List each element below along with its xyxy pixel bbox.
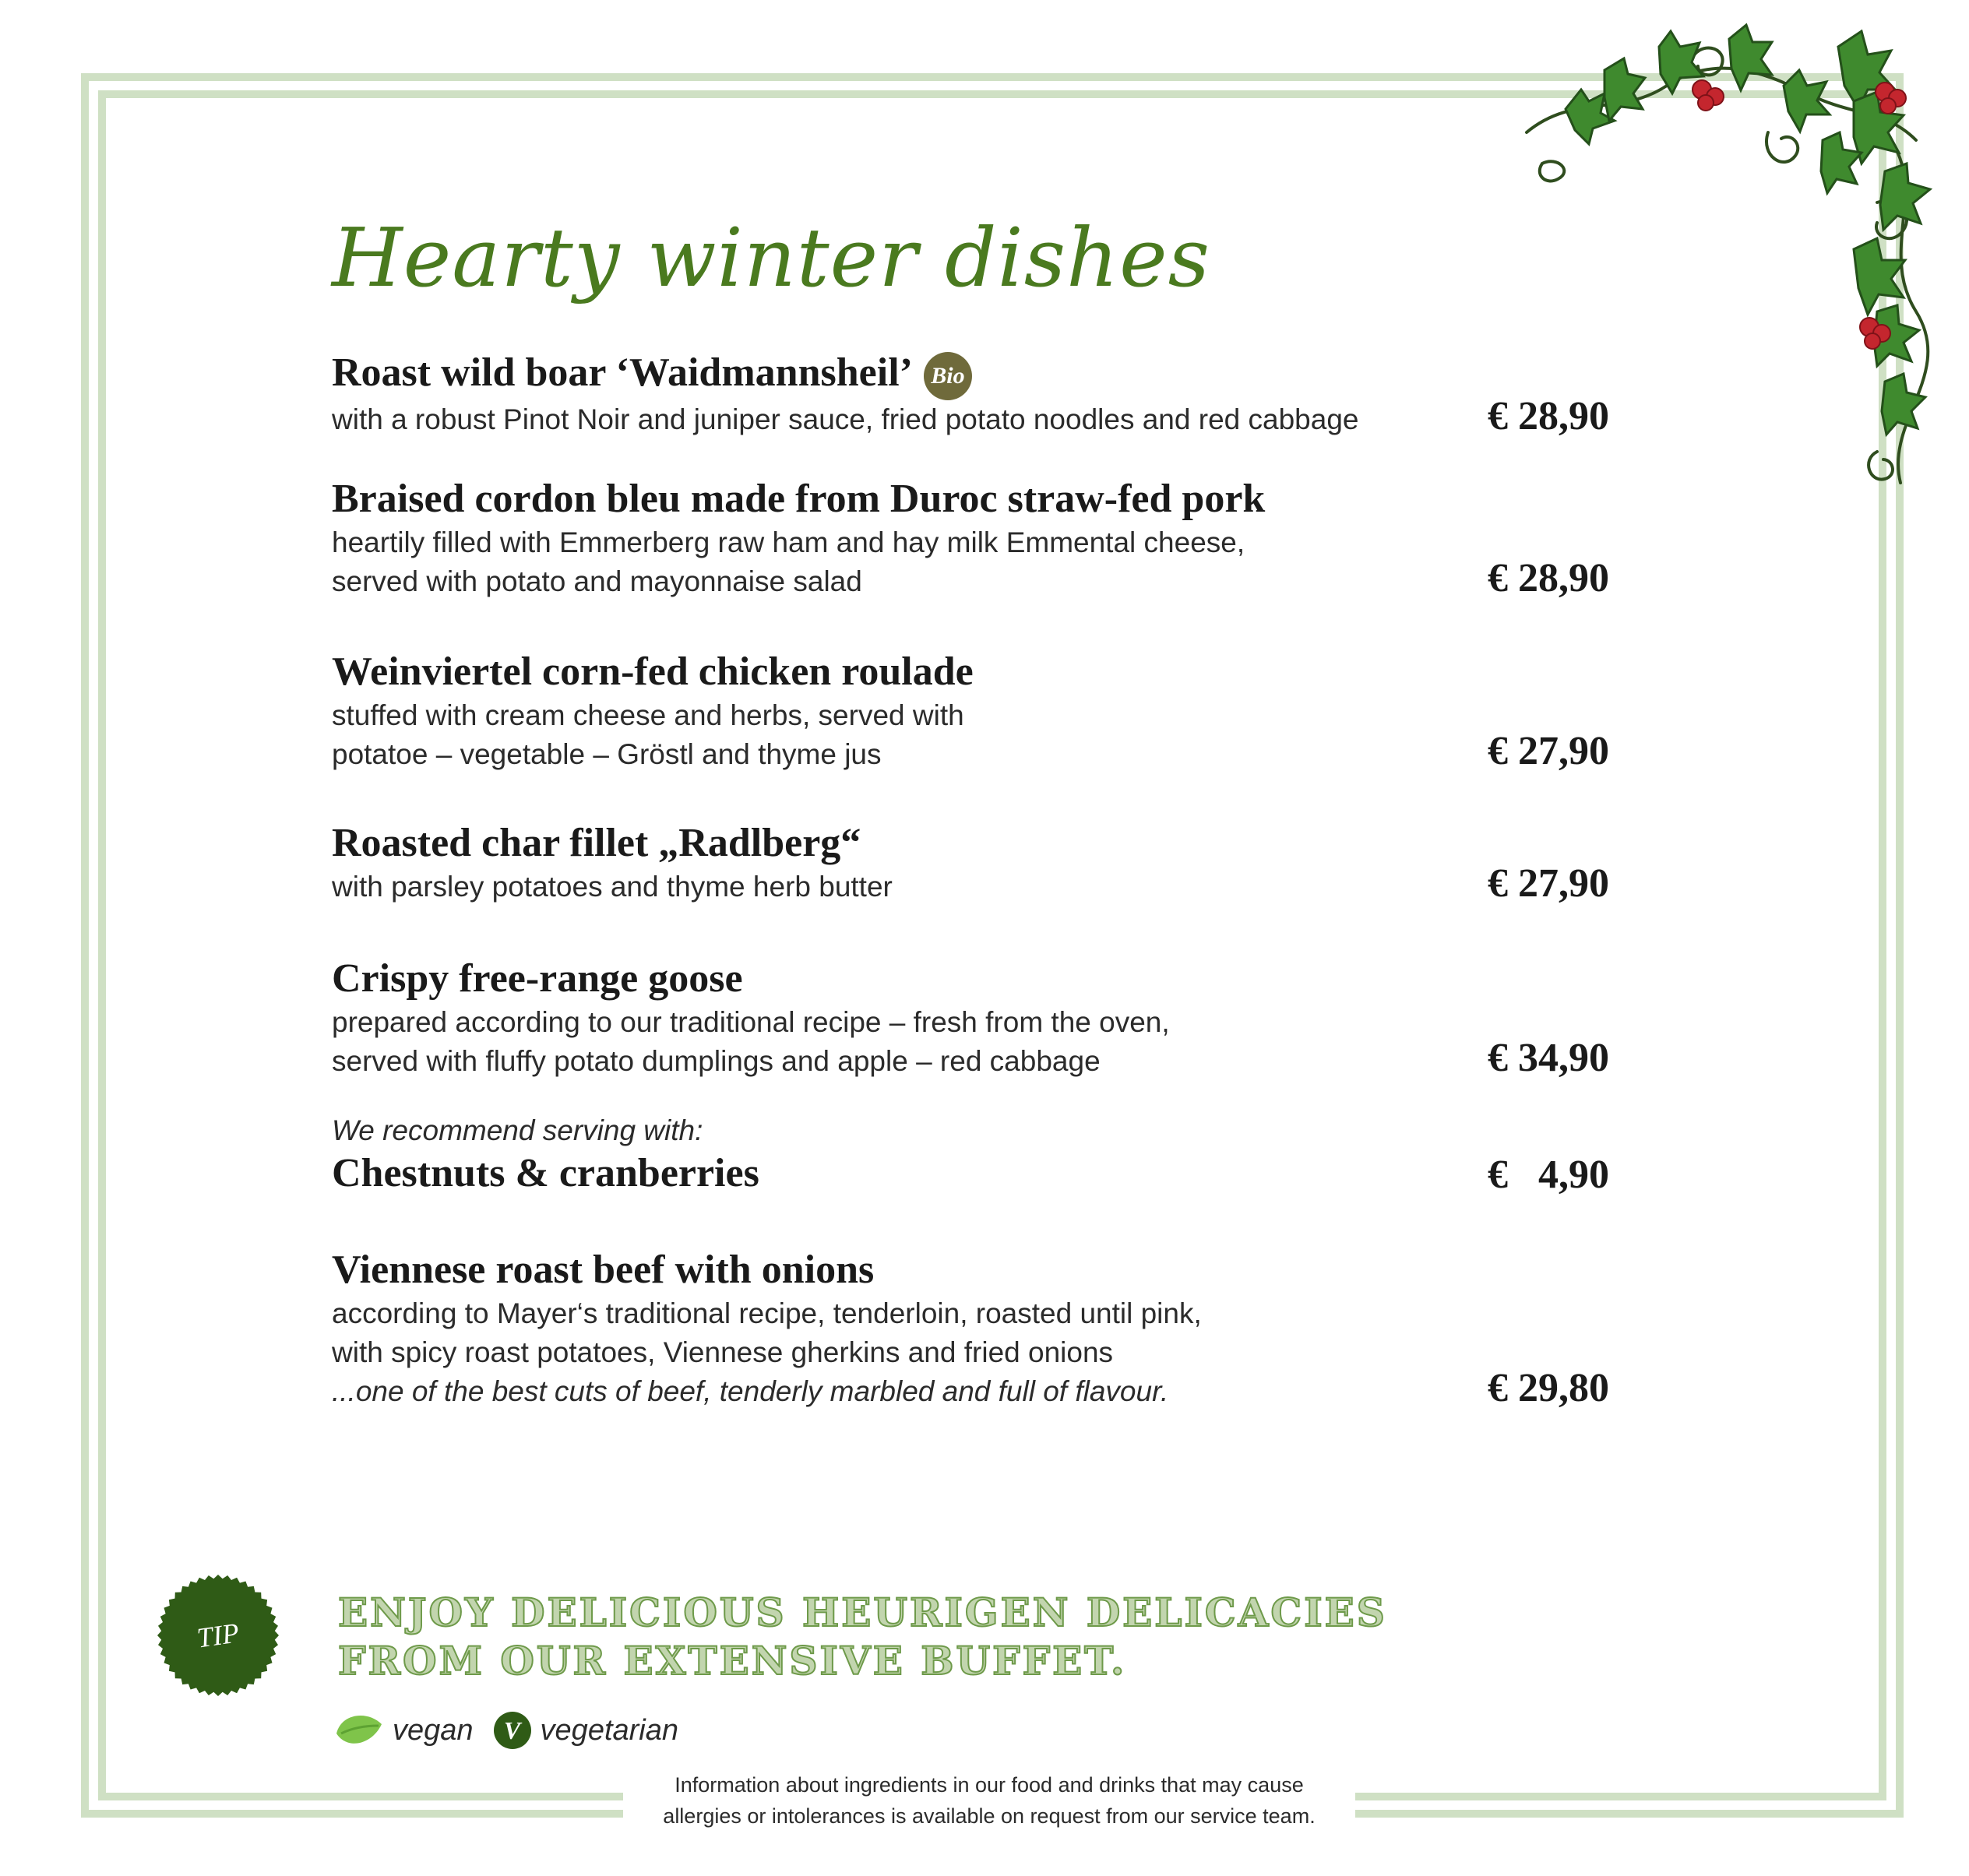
dish-name: Roasted char fillet „Radlberg“ — [332, 821, 861, 865]
menu-item — [332, 819, 1609, 906]
menu-item — [332, 1246, 1609, 1411]
dish-price: € 28,90 — [1488, 556, 1609, 600]
dish-name: Viennese roast beef with onions — [332, 1248, 875, 1292]
allergy-line: allergies or intolerances is available on request from our service team. — [663, 1804, 1316, 1828]
dish-price: € 4,90 — [1488, 1153, 1609, 1197]
dish-price: € 27,90 — [1488, 861, 1609, 906]
bio-badge: Bio — [924, 352, 972, 400]
dish-price: € 34,90 — [1488, 1036, 1609, 1080]
tip-text — [338, 1589, 1387, 1685]
dish-name: Braised cordon bleu made from Duroc straw-fed pork — [332, 477, 1266, 521]
vegetarian-badge: V — [494, 1712, 531, 1749]
dish-name: Crispy free-range goose — [332, 956, 743, 1001]
vegan-label: vegan — [393, 1713, 474, 1747]
dish-description: prepared according to our traditional recipe – fresh from the oven, — [332, 1006, 1170, 1038]
dish-price: € 27,90 — [1488, 729, 1609, 773]
dish-description: with a robust Pinot Noir and juniper sauce, fried potato noodles and red cabbage — [332, 403, 1359, 436]
dish-price: € 29,80 — [1488, 1366, 1609, 1410]
tip-line: FROM OUR EXTENSIVE BUFFET. — [338, 1638, 1127, 1684]
page-title: Hearty winter dishes — [332, 210, 1211, 305]
allergy-line: Information about ingredients in our food and drinks that may cause — [675, 1773, 1304, 1797]
menu-item — [332, 648, 1609, 774]
dish-description: served with fluffy potato dumplings and apple – red cabbage — [332, 1045, 1101, 1077]
dish-name: Weinviertel corn-fed chicken roulade — [332, 649, 974, 694]
dish-name: Roast wild boar ‘Waidmannsheil’ — [332, 350, 913, 395]
dish-description: stuffed with cream cheese and herbs, served with — [332, 699, 964, 731]
tip-label: TIP — [195, 1617, 241, 1654]
dish-description: with parsley potatoes and thyme herb butter — [332, 871, 893, 903]
dish-description: heartily filled with Emmerberg raw ham and hay milk Emmental cheese, — [332, 526, 1245, 558]
dish-name: Chestnuts & cranberries — [332, 1151, 759, 1195]
tip-badge — [156, 1573, 280, 1698]
menu-item — [332, 955, 1609, 1081]
dish-description: served with potato and mayonnaise salad — [332, 565, 862, 597]
allergy-note — [628, 1769, 1351, 1832]
menu-item — [332, 475, 1609, 601]
dish-description: ...one of the best cuts of beef, tenderly marbled and full of flavour. — [332, 1375, 1169, 1407]
recommend-note: We recommend serving with: — [332, 1114, 703, 1146]
leaf-icon — [333, 1710, 383, 1751]
dish-price: € 28,90 — [1488, 394, 1609, 439]
diet-legend — [333, 1710, 699, 1751]
dish-description: potatoe – vegetable – Gröstl and thyme jus — [332, 738, 882, 770]
vegetarian-label: vegetarian — [540, 1713, 679, 1747]
menu-item — [332, 349, 1609, 439]
tip-line: ENJOY DELICIOUS HEURIGEN DELICACIES — [338, 1589, 1387, 1635]
dish-description: according to Mayer‘s traditional recipe, tenderloin, roasted until pink, — [332, 1297, 1202, 1329]
menu-item-side — [332, 1112, 1609, 1198]
dish-description: with spicy roast potatoes, Viennese gherkins and fried onions — [332, 1336, 1114, 1368]
